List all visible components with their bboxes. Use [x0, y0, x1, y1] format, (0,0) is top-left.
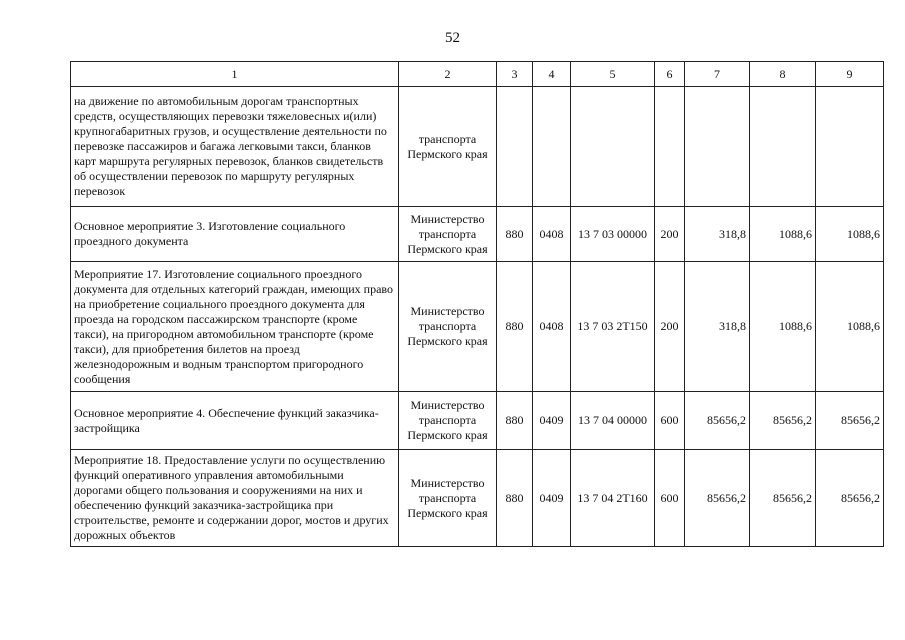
row-admin-code: 880: [497, 207, 533, 262]
page-number: 52: [445, 30, 460, 46]
row-amount-col9: 85656,2: [816, 450, 884, 547]
row-amount-col8: 1088,6: [750, 207, 816, 262]
row-amount-col8: 85656,2: [750, 392, 816, 450]
row-amount-col9: 1088,6: [816, 207, 884, 262]
row-admin-code: 880: [497, 262, 533, 392]
row-admin-code: 880: [497, 392, 533, 450]
row-description: Основное мероприятие 3. Изготовление социального проездного документа: [71, 207, 399, 262]
table-row: [71, 262, 884, 392]
row-responsible: Министерство транспорта Пермского края: [399, 392, 497, 450]
column-header: 9: [816, 62, 884, 87]
row-target-code: 13 7 04 00000: [571, 392, 655, 450]
column-header: 7: [685, 62, 750, 87]
row-expense-type: 200: [655, 207, 685, 262]
row-description: Мероприятие 18. Предоставление услуги по осуществлению функций оперативного управления автомобильными дорогами общего пользования и сооружениями на них и обеспечению функций заказчика-застройщика при строительстве, ремонте и содержании дорог, мостов и других дорожных объектов: [71, 450, 399, 547]
row-amount-col8: 1088,6: [750, 262, 816, 392]
row-expense-type: 200: [655, 262, 685, 392]
table-row: [71, 207, 884, 262]
row-section-code: 0409: [533, 450, 571, 547]
row-amount-col8: [750, 87, 816, 207]
table-row: [71, 450, 884, 547]
row-amount-col7: 85656,2: [685, 392, 750, 450]
row-target-code: 13 7 04 2Т160: [571, 450, 655, 547]
row-responsible: транспорта Пермского края: [399, 87, 497, 207]
row-amount-col7: 85656,2: [685, 450, 750, 547]
row-description: Мероприятие 17. Изготовление социального проездного документа для отдельных категорий граждан, имеющих право на приобретение социального проездного документа для проезда на городском пассажирском транспорте (кроме такси), на пригородном автомобильном транспорте (кроме такси), для приобретения билетов на проезд железнодорожным и водным транспортом пригородного сообщения: [71, 262, 399, 392]
row-responsible: Министерство транспорта Пермского края: [399, 450, 497, 547]
row-amount-col9: 1088,6: [816, 262, 884, 392]
row-responsible: Министерство транспорта Пермского края: [399, 207, 497, 262]
column-header: 2: [399, 62, 497, 87]
row-expense-type: 600: [655, 392, 685, 450]
row-amount-col7: [685, 87, 750, 207]
column-header: 1: [71, 62, 399, 87]
row-amount-col7: 318,8: [685, 207, 750, 262]
row-target-code: 13 7 03 00000: [571, 207, 655, 262]
column-header: 4: [533, 62, 571, 87]
row-amount-col8: 85656,2: [750, 450, 816, 547]
row-responsible: Министерство транспорта Пермского края: [399, 262, 497, 392]
row-description: Основное мероприятие 4. Обеспечение функций заказчика-застройщика: [71, 392, 399, 450]
row-section-code: 0408: [533, 262, 571, 392]
table-row: [71, 87, 884, 207]
table-header-row: [71, 62, 884, 87]
row-amount-col9: 85656,2: [816, 392, 884, 450]
row-expense-type: [655, 87, 685, 207]
row-section-code: 0409: [533, 392, 571, 450]
column-header: 5: [571, 62, 655, 87]
column-header: 6: [655, 62, 685, 87]
row-section-code: 0408: [533, 207, 571, 262]
row-target-code: 13 7 03 2Т150: [571, 262, 655, 392]
row-amount-col7: 318,8: [685, 262, 750, 392]
budget-table: [70, 61, 884, 547]
row-admin-code: 880: [497, 450, 533, 547]
row-section-code: [533, 87, 571, 207]
table-row: [71, 392, 884, 450]
column-header: 8: [750, 62, 816, 87]
row-amount-col9: [816, 87, 884, 207]
column-header: 3: [497, 62, 533, 87]
row-expense-type: 600: [655, 450, 685, 547]
row-description: на движение по автомобильным дорогам транспортных средств, осуществляющих перевозки тяжеловесных и(или) крупногабаритных грузов, и осуществление деятельности по перевозке пассажиров и багажа легковыми такси, бланков карт маршрута регулярных перевозок, бланков свидетельств об осуществлении перевозок по маршруту регулярных перевозок: [71, 87, 399, 207]
row-target-code: [571, 87, 655, 207]
row-admin-code: [497, 87, 533, 207]
